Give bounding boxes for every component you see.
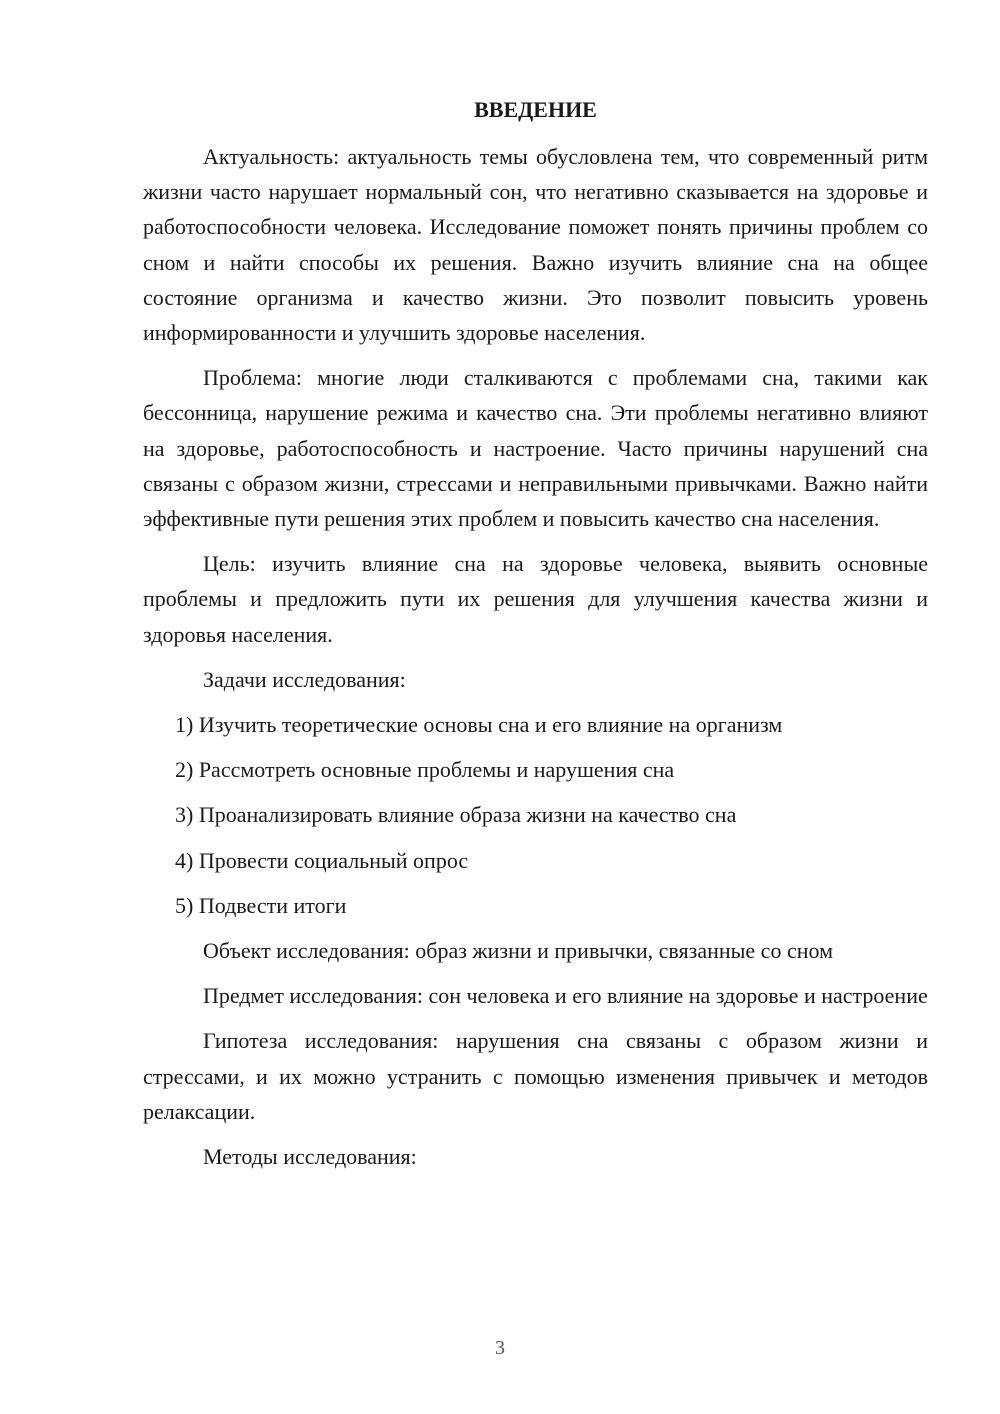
problem-paragraph: Проблема: многие люди сталкиваются с проблемами сна, такими как бессонница, нарушение режима и качество сна. Эти проблемы негативно влияют на здоровье, работоспособность и настроение. Часто причины нарушений сна связаны с образом жизни, стрессами и неправильными привычками. Важно найти эффективные пути решения этих проблем и повысить качество сна населения. bbox=[143, 365, 928, 532]
task-item-1: 1) Изучить теоретические основы сна и его влияние на организм bbox=[175, 712, 783, 738]
hypothesis-paragraph: Гипотеза исследования: нарушения сна связаны с образом жизни и стрессами, и их можно устранить с помощью изменения привычек и методов релаксации. bbox=[143, 1028, 928, 1124]
task-item-5: 5) Подвести итоги bbox=[175, 892, 347, 918]
subject-paragraph: Предмет исследования: сон человека и его влияние на здоровье и настроение bbox=[203, 983, 928, 1009]
relevance-paragraph: Актуальность: актуальность темы обусловлена тем, что современный ритм жизни часто нарушает нормальный сон, что негативно сказывается на здоровье и работоспособности человека. Исследование поможет понять причины проблем со сном и найти способы их решения. Важно изучить влияние сна на общее состояние организма и качество жизни. Это позволит повысить уровень информированности и улучшить здоровье населения. bbox=[143, 144, 928, 346]
goal-paragraph: Цель: изучить влияние сна на здоровье человека, выявить основные проблемы и предложить пути их решения для улучшения качества жизни и здоровья населения. bbox=[143, 551, 928, 647]
tasks-heading: Задачи исследования: bbox=[203, 666, 406, 692]
page-number: 3 bbox=[495, 1337, 505, 1359]
page-title: ВВЕДЕНИЕ bbox=[474, 97, 597, 122]
page-content bbox=[143, 92, 928, 1184]
task-item-3: 3) Проанализировать влияние образа жизни на качество сна bbox=[175, 802, 737, 828]
task-item-2: 2) Рассмотреть основные проблемы и нарушения сна bbox=[175, 757, 675, 783]
task-item-4: 4) Провести социальный опрос bbox=[175, 847, 469, 873]
tasks-list bbox=[143, 707, 928, 923]
methods-heading: Методы исследования: bbox=[203, 1144, 417, 1170]
object-paragraph: Объект исследования: образ жизни и привычки, связанные со сном bbox=[203, 938, 833, 964]
